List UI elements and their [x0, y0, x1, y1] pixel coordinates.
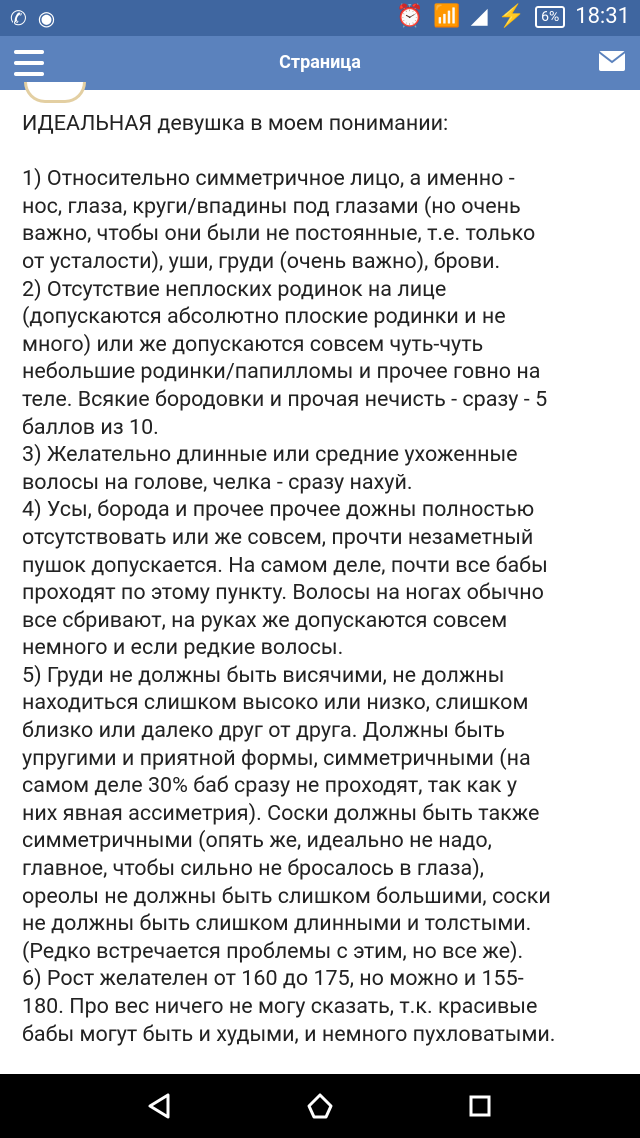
- status-bar: [0, 0, 640, 36]
- post-content: [0, 90, 640, 1074]
- battery-indicator: 6%: [535, 6, 565, 28]
- status-left: [10, 6, 55, 30]
- wifi-icon: 📶: [433, 4, 461, 29]
- clock: 18:31: [575, 4, 630, 29]
- phone-icon: ✆: [10, 6, 27, 30]
- cast-icon: ◉: [37, 6, 56, 30]
- home-icon[interactable]: [306, 1092, 334, 1120]
- charging-icon: ⚡: [497, 4, 526, 29]
- recents-icon[interactable]: [466, 1092, 494, 1120]
- signal-icon: ◢: [470, 4, 488, 29]
- alarm-icon: ⏰: [395, 4, 424, 29]
- back-icon[interactable]: [146, 1092, 174, 1120]
- post-text: [22, 110, 628, 1048]
- app-bar: [0, 36, 640, 90]
- status-right: [396, 4, 630, 29]
- navigation-bar: [0, 1074, 640, 1138]
- mail-icon[interactable]: [598, 50, 626, 72]
- page-title: Страница: [279, 52, 361, 73]
- post-heading: ИДЕАЛЬНАЯ девушка в моем понимании:: [22, 111, 449, 136]
- post-body: 1) Относительно симметричное лицо, а именно - нос, глаза, круги/впадины под глазами (но очень важно, чтобы они были не постоянные, т.е. только от усталости), уши, груди (очень важно), брови. 2) Отсутствие неплоских родинок на лице (допускаются абсолютно плоские родинки и не много) или же допускаются совсем чуть-чуть небольшие родинки/папилломы и прочее говно на теле. Всякие бородовки и прочая нечисть - сразу - 5 баллов из 10. 3) Желательно длинные или средние ухоженные волосы на голове, челка - сразу нахуй. 4) Усы, борода и прочее прочее дожны полностью отсутствовать или же совсем, прочти незаметный пушок допускается. На самом деле, почти все бабы проходят по этому пункту. Волосы на ногах обычно все сбривают, на руках же допускаются совсем немного и если редкие волосы. 5) Груди не должны быть висячими, не должны находиться слишком высоко или низко, слишком близко или далеко друг от друга. Должны быть упругими и приятной формы, симметричными (на самом деле 30% баб сразу не проходят, так как у них явная ассиметрия). Соски должны быть также симметричными (опять же, идеально не надо, главное, чтобы сильно не бросалось в глаза), ореолы не должны быть слишком большими, соски не должны быть слишком длинными и толстыми. (Редко встречается проблемы с этим, но все же). 6) Рост желателен от 160 до 175, но можно и 155- 180. Про вес ничего не могу сказать, т.к. красивые бабы могут быть и худыми, и немного пухловатыми.: [22, 166, 556, 1047]
